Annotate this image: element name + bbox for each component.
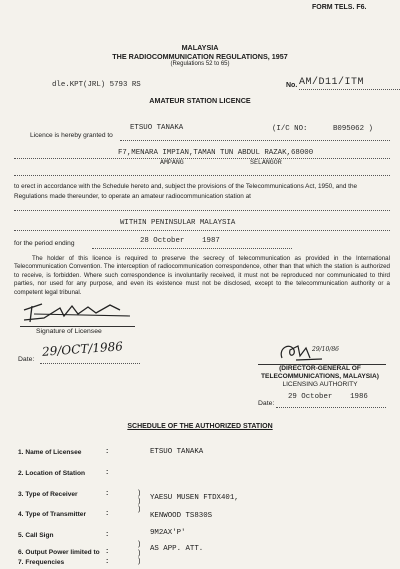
location-underline xyxy=(14,230,390,231)
schedule-bracket: ) xyxy=(137,506,142,514)
secrecy-paragraph: The holder of this licence is required to preserve the secrecy of telecommunication as provided in the International Telecommunication Convention. The interception of radiocommunication correspondence, other than that which the station is authorized to receive, is forbidden. Where such correspondence is involuntarily received, it must not be reproduced nor communicated to third parties, nor used for any purpose, and even its existence must not be disclosed, except to the telecommunication authority or a competent legal tribunal. xyxy=(14,255,390,296)
erect-paragraph: to erect in accordance with the Schedule hereto and, subject the provisions of the Telecommunications Act, 1950, and the Regulations made thereunder, to operate an amateur radiocommunication station at xyxy=(14,183,358,200)
period-value: 28 October 1987 xyxy=(140,237,220,245)
schedule-colon: : xyxy=(106,448,109,455)
ic-number: B095062 ) xyxy=(333,125,373,133)
schedule-colon: : xyxy=(106,531,109,538)
authority-signature-date: 29/10/86 xyxy=(312,346,339,353)
schedule-value-name: ETSUO TANAKA xyxy=(150,448,204,456)
header-regulations-ref: (Regulations 52 to 65) xyxy=(170,61,230,67)
schedule-bracket: ) xyxy=(137,550,142,558)
ic-label: (I/C NO: xyxy=(272,125,308,133)
schedule-value-callsign: 9M2AX'P' xyxy=(150,529,186,537)
schedule-label: 1. Name of Licensee xyxy=(18,449,82,456)
header-regulations: THE RADIOCOMMUNICATION REGULATIONS, 1957 xyxy=(112,52,288,61)
reference-no-label: No. xyxy=(286,82,298,89)
licensee-name: ETSUO TANAKA xyxy=(130,124,184,132)
licence-title: AMATEUR STATION LICENCE xyxy=(149,96,251,105)
schedule-bracket: ) xyxy=(137,490,142,498)
schedule-bracket: ) xyxy=(137,498,142,506)
licensee-date-line xyxy=(40,363,140,364)
address-line-1: F7,MENARA IMPIAN,TAMAN TUN ABDUL RAZAK,68000 xyxy=(118,149,314,157)
authority-date-label: Date: xyxy=(258,400,275,407)
form-id: FORM TELS. F6. xyxy=(312,4,367,11)
schedule-title: SCHEDULE OF THE AUTHORIZED STATION xyxy=(127,423,273,430)
authority-date-value: 29 October 1986 xyxy=(288,393,368,401)
erect-underline xyxy=(14,210,390,211)
schedule-label: 2. Location of Station xyxy=(18,470,86,477)
period-label: for the period ending xyxy=(14,240,75,247)
reference-no-value: AM/D11/ITM xyxy=(299,77,365,88)
licensee-date-value: 29/OCT/1986 xyxy=(41,339,124,359)
schedule-value-receiver: YAESU MUSEN FTDX401, xyxy=(150,494,239,502)
schedule-colon: : xyxy=(106,548,109,555)
authority-title-2: TELECOMMUNICATIONS, MALAYSIA) xyxy=(261,373,379,380)
header-country: MALAYSIA xyxy=(181,43,219,52)
schedule-label: 6. Output Power limited to xyxy=(18,549,100,556)
licensee-signature xyxy=(20,296,135,326)
schedule-label: 3. Type of Receiver xyxy=(18,491,78,498)
authority-title-1: (DIRECTOR-GENERAL OF xyxy=(279,365,361,372)
address-town: AMPANG xyxy=(160,159,184,166)
schedule-label: 7. Frequencies xyxy=(18,559,65,566)
schedule-label: 4. Type of Transmitter xyxy=(18,511,87,518)
granted-line xyxy=(120,140,390,141)
schedule-bracket: ) xyxy=(137,558,142,566)
granted-label: Licence is hereby granted to xyxy=(30,132,113,139)
licensee-date-label: Date: xyxy=(18,356,35,363)
reference-file: dle.KPT(JRL) 5793 RS xyxy=(52,81,141,89)
authority-title-3: LICENSING AUTHORITY xyxy=(282,381,358,388)
reference-no-line xyxy=(299,89,400,90)
address-underline-1 xyxy=(14,158,390,159)
licensee-signature-label: Signature of Licensee xyxy=(36,328,102,335)
schedule-bracket: ) xyxy=(137,541,142,549)
authority-date-line xyxy=(276,407,386,408)
schedule-colon: : xyxy=(106,558,109,565)
address-state: SELANGOR xyxy=(250,159,282,166)
station-location: WITHIN PENINSULAR MALAYSIA xyxy=(120,219,236,227)
schedule-value-transmitter: KENWOOD TS830S xyxy=(150,512,213,520)
address-underline-2 xyxy=(14,175,390,176)
licensee-signature-line xyxy=(20,326,135,327)
schedule-colon: : xyxy=(106,490,109,497)
schedule-value-frequencies: AS APP. ATT. xyxy=(150,545,204,553)
schedule-label: 5. Call Sign xyxy=(18,532,54,539)
period-underline xyxy=(92,248,292,249)
schedule-colon: : xyxy=(106,469,109,476)
schedule-colon: : xyxy=(106,510,109,517)
